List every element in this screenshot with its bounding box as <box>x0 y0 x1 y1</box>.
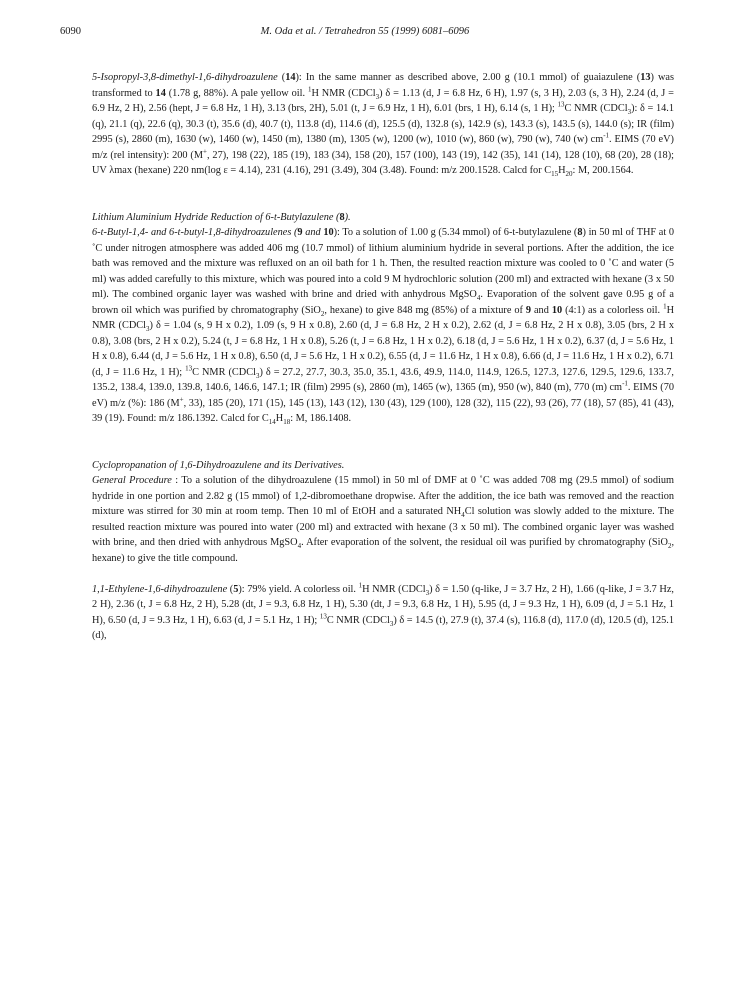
running-head: M. Oda et al. / Tetrahedron 55 (1999) 6081–6096 <box>260 26 470 37</box>
article-body <box>92 70 674 644</box>
paragraph-compound-5: 1,1-Ethylene-1,6-dihydroazulene (5): 79% yield. A colorless oil. $^1$H NMR (CDCl$_3$) δ = 1.50 (q-like, J = 3.7 Hz, 2 H), 1.66 (q-like, J = 3.7 Hz, 2 H), 2.36 (t, J = 6.8 Hz, 2 H), 5.28 (dt, J = 9.3, 6.8 Hz, 1 H), 5.30 (dt, J = 9.3, 6.8 Hz, 1 H), 5.95 (d, J = 9.3 Hz, 1 H), 6.09 (d, J = 5.1 Hz, 1 H), 6.50 (d, J = 9.3 Hz, 1 H), 6.63 (d, J = 5.1 Hz, 1 H); $^{13}$C NMR (CDCl$_3$) δ = 14.5 (t), 27.9 (t), 37.4 (s), 116.8 (d), 117.0 (d), 120.5 (d), 125.1 (d), <box>92 581 674 641</box>
page-number: 6090 <box>60 26 81 37</box>
paragraph-compound-14: 5-Isopropyl-3,8-dimethyl-1,6-dihydroazulene (14): In the same manner as described above, 2.00 g (10.1 mmol) of guaiazulene (13) was transformed to 14 (1.78 g, 88%). A pale yellow oil. $^1$H NMR (CDCl$_3$) δ = 1.13 (d, J = 6.8 Hz, 6 H), 1.97 (s, 3 H), 2.03 (s, 3 H), 2.24 (d, J = 6.9 Hz, 2 H), 2.56 (hept, J = 6.8 Hz, 1 H), 3.13 (brs, 2H), 5.01 (t, J = 6.9 Hz, 1 H), 6.01 (brs, 1 H), 6.14 (s, 1 H); $^{13}$C NMR (CDCl$_3$): δ = 14.1 (q), 21.1 (q), 22.6 (q), 30.3 (t), 35.6 (d), 40.7 (t), 113.8 (d), 114.6 (d), 125.5 (d), 132.8 (s), 142.9 (s), 143.3 (s), 143.5 (s), 144.0 (s); IR (film) 2995 (s), 2860 (m), 1630 (w), 1460 (w), 1450 (m), 1380 (m), 1305 (w), 1200 (w), 1010 (w), 860 (w), 790 (w), 740 (w) $cm^{-1}$. EIMS (70 eV) m/z (rel intensity): 200 (M+, 27), 198 (22), 185 (19), 183 (34), 158 (20), 157 (100), 143 (19), 142 (35), 141 (14), 128 (10), 68 (20), 28 (18); UV λmax (hexane) 220 nm(log ε = 4.14), 231 (4.16), 291 (3.49), 304 (3.48). Found: m/z 200.1528. Calcd for $C_{15}H_{20}$: M, 200.1564. <box>92 72 675 179</box>
paragraph-general-procedure: General Procedure : To a solution of the dihydroazulene (15 mmol) in 50 ml of DMF at 0 ˚C was added 708 mg (29.5 mmol) of sodium hydride in one portion and 2.82 g (15 mmol) of 1,2-dibromoethane dropwise. After the addition, the ice bath was removed and the reaction mixture was stirred for 30 min at room temp. Then 10 ml of EtOH and a saturated $NH_4Cl$ solution was slowly added to the mixture. The resulted reaction mixture was poured into water (200 ml) and extracted with hexane (3 x 50 ml). The combined organic layer was washed with brine, and then dried with anhydrous MgSO$_4$. After evaporation of the solvent, the residual oil was purified by chromatography (SiO$_2$, hexane) to give the title compound. <box>92 475 675 564</box>
page-header <box>60 26 670 42</box>
section-heading-cyclopropanation: Cyclopropanation of 1,6-Dihydroazulene and its Derivatives. <box>92 459 345 471</box>
paragraph-compounds-9-10: 6-t-Butyl-1,4- and 6-t-butyl-1,8-dihydroazulenes (9 and 10): To a solution of 1.00 g (5.34 mmol) of 6-t-butylazulene (8) in 50 ml of THF at 0 ˚C under nitrogen atmosphere was added 406 mg (10.7 mmol) of lithium aluminium hydride in several portions. After the addition, the ice bath was removed and the mixture was refluxed on an oil bath for 1 h. Then, the resulted reaction mixture was cooled to 0 ˚C and water (5 ml) was added carefully to this mixture, which was poured into a cold 9 M hydrochloric solution (200 ml) and extracted with hexane (3 x 50 ml). The combined organic layer was washed with brine and dried with anhydrous MgSO$_4$. Evaporation of the solvent gave 0.95 g of a brown oil which was purified by chromatography (SiO$_2$, hexane) to give 848 mg (85%) of a mixture of 9 and 10 (4:1) as a colorless oil. $^1$H NMR (CDCl$_3$) δ = 1.04 (s, 9 H x 0.2), 1.09 (s, 9 H x 0.8), 2.60 (d, J = 6.8 Hz, 2 H x 0.2), 2.62 (d, J = 6.8 Hz, 2 H x 0.8), 3.05 (brs, 2 H x 0.8), 3.08 (brs, 2 H x 0.2), 5.24 (t, J = 6.8 Hz, 1 H x 0.8), 5.26 (t, J = 6.8 Hz, 1 H x 0.2), 6.18 (d, J = 5.6 Hz, 1 H x 0.2), 6.37 (d, J = 5.6 Hz, 1 H x 0.8), 6.44 (d, J = 5.6 Hz, 1 H x 0.8), 6.50 (d, J = 5.6 Hz, 1 H x 0.2), 6.55 (d, J = 11.6 Hz, 1 H x 0.8), 6.66 (d, J = 11.6 Hz, 1 H x 0.2), 6.71 (d, J = 11.6 Hz, 1 H); $^{13}$C NMR (CDCl$_3$) δ = 27.2, 27.7, 30.3, 35.0, 35.1, 43.6, 49.9, 114.0, 114.9, 126.5, 127.3, 127.6, 129.5, 129.6, 133.7, 135.2, 138.4, 139.0, 139.8, 140.6, 146.6, 147.1; IR (film) 2995 (s), 2860 (m), 1465 (w), 1365 (m), 950 (w), 840 (m), 770 (m) $cm^{-1}$. EIMS (70 eV) m/z (%): 186 (M+, 33), 185 (20), 171 (15), 145 (13), 143 (12), 130 (43), 129 (100), 128 (32), 115 (22), 93 (26), 77 (18), 57 (85), 41 (43), 39 (19). Found: m/z 186.1392. Calcd for $C_{14}H_{18}$: M, 186.1408. <box>92 227 675 427</box>
section-heading-lah-reduction: Lithium Aluminium Hydride Reduction of 6-t-Butylazulene (8). <box>92 211 351 223</box>
